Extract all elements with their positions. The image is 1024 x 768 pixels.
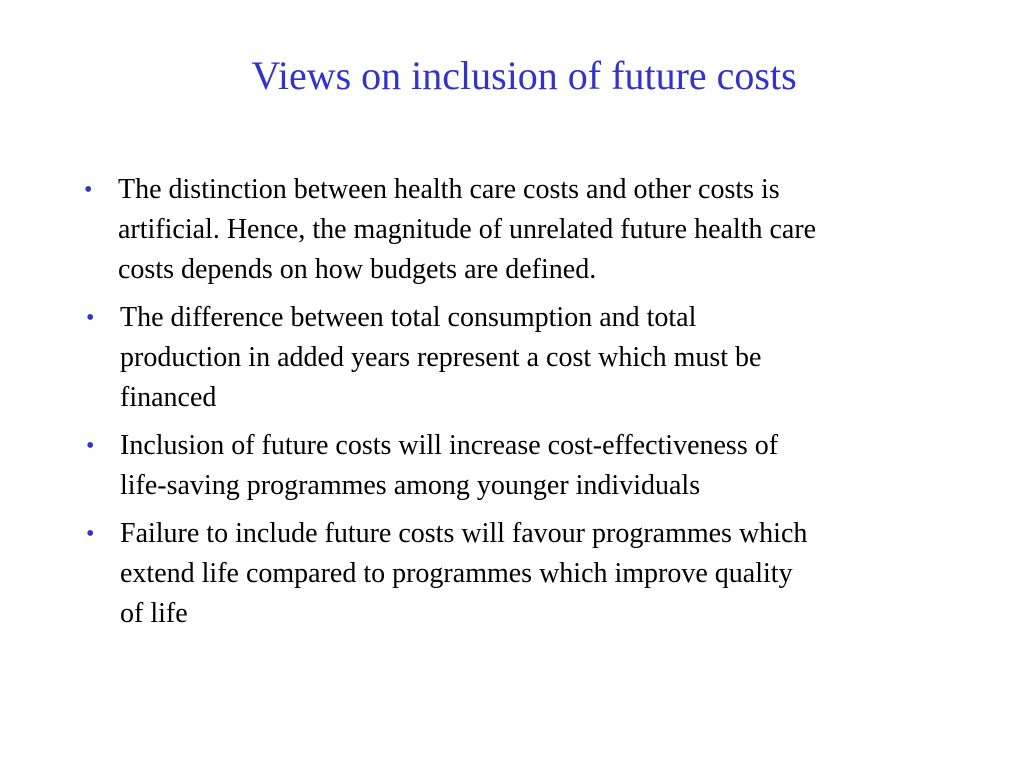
bullet-text xyxy=(120,298,975,418)
bullet-list xyxy=(0,170,1024,642)
bullet-line: financed xyxy=(120,382,217,413)
bullet-item xyxy=(0,426,1024,506)
bullet-line: artificial. Hence, the magnitude of unrelated future health care xyxy=(118,214,817,245)
slide-title: Views on inclusion of future costs xyxy=(251,53,797,98)
bullet-icon: • xyxy=(86,305,95,331)
bullet-icon: • xyxy=(84,177,93,203)
bullet-icon: • xyxy=(86,433,95,459)
bullet-line: The distinction between health care costs and other costs is xyxy=(118,174,780,205)
bullet-line: extend life compared to programmes which improve quality xyxy=(120,558,793,589)
bullet-line: Inclusion of future costs will increase cost-effectiveness of xyxy=(120,430,779,461)
bullet-line: production in added years represent a cost which must be xyxy=(120,342,762,373)
bullet-item xyxy=(0,170,1024,290)
bullet-line: costs depends on how budgets are defined. xyxy=(118,254,597,285)
bullet-line: of life xyxy=(120,598,188,629)
bullet-item xyxy=(0,298,1024,418)
bullet-text xyxy=(118,170,988,290)
bullet-line: The difference between total consumption and total xyxy=(120,302,697,333)
bullet-line: life-saving programmes among younger individuals xyxy=(120,470,701,501)
bullet-text xyxy=(120,426,975,506)
bullet-line: Failure to include future costs will favour programmes which xyxy=(120,518,808,549)
bullet-text xyxy=(120,514,975,634)
bullet-item xyxy=(0,514,1024,634)
bullet-icon: • xyxy=(86,521,95,547)
